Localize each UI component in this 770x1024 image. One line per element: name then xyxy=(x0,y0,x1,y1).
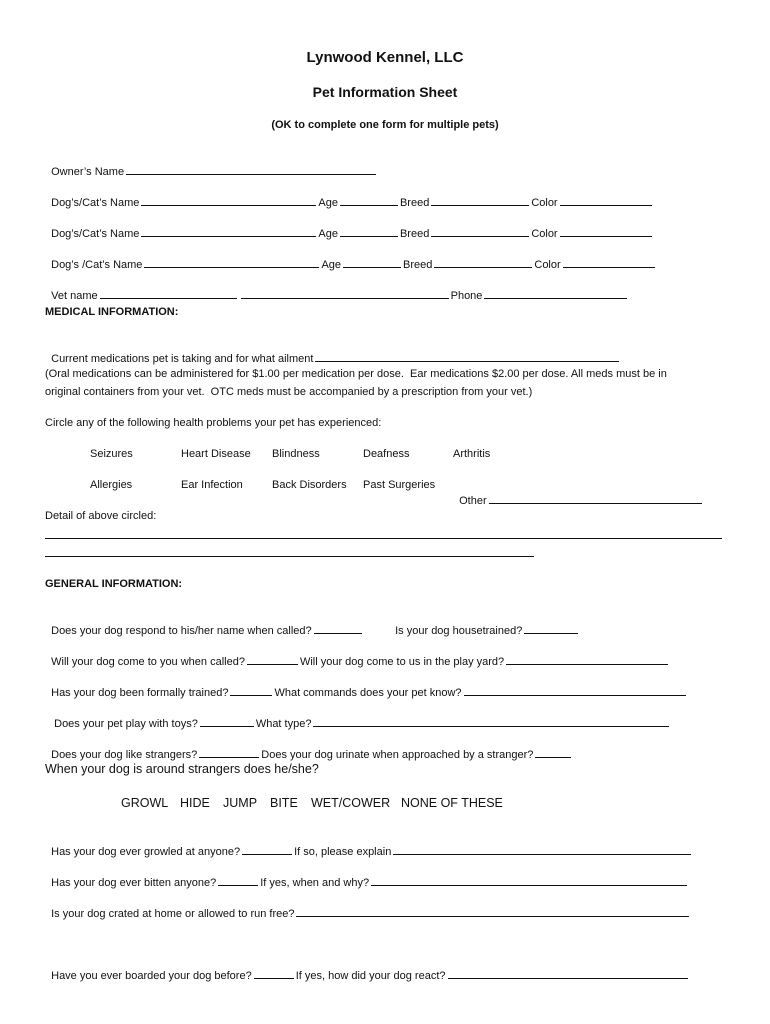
pet-name-label: Dog’s/Cat’s Name xyxy=(51,228,140,240)
pet-breed-blank[interactable] xyxy=(434,256,532,268)
housetrained-field[interactable] xyxy=(389,608,580,638)
behavior-none[interactable]: NONE OF THESE xyxy=(401,796,503,810)
problem-other-blank[interactable] xyxy=(489,492,702,504)
react-label: If yes, how did your dog react? xyxy=(295,970,446,982)
toy-type-label: What type? xyxy=(255,718,312,730)
respond-name-blank[interactable] xyxy=(314,622,362,634)
growled-blank[interactable] xyxy=(242,843,292,855)
pet-breed-blank[interactable] xyxy=(431,194,529,206)
commands-label: What commands does your pet know? xyxy=(274,687,462,699)
toys-field[interactable] xyxy=(48,701,671,731)
med-note-line-2: original containers from your vet. OTC meds must be accompanied by a prescription from your vet.) xyxy=(45,386,533,398)
when-why-label: If yes, when and why? xyxy=(260,877,370,889)
problem-seizures[interactable]: Seizures xyxy=(90,448,133,460)
explain-label: If so, please explain xyxy=(294,846,392,858)
react-blank[interactable] xyxy=(448,967,688,979)
problem-other-field[interactable] xyxy=(453,478,704,508)
respond-name-label: Does your dog respond to his/her name when called? xyxy=(51,625,312,637)
bitten-label: Has your dog ever bitten anyone? xyxy=(51,877,217,889)
boarded-field[interactable] xyxy=(45,953,690,983)
when-why-blank[interactable] xyxy=(371,874,687,886)
commands-blank[interactable] xyxy=(464,684,686,696)
company-name: Lynwood Kennel, LLC xyxy=(306,49,464,66)
current-meds-blank[interactable] xyxy=(315,350,619,362)
come-when-called-field[interactable] xyxy=(45,639,670,669)
problem-blindness[interactable]: Blindness xyxy=(272,448,320,460)
problem-other-label: Other xyxy=(459,495,487,507)
pet-color-label: Color xyxy=(534,259,561,271)
current-meds-field[interactable] xyxy=(45,336,621,366)
general-heading: GENERAL INFORMATION: xyxy=(45,578,183,590)
strangers-label: Does your dog like strangers? xyxy=(51,749,198,761)
come-when-called-label: Will your dog come to you when called? xyxy=(51,656,245,668)
crated-label: Is your dog crated at home or allowed to run free? xyxy=(51,908,295,920)
pet-age-label: Age xyxy=(321,259,342,271)
growled-field[interactable] xyxy=(45,829,693,859)
pet-row-2[interactable] xyxy=(45,211,654,241)
vet-name-label: Vet name xyxy=(51,290,98,302)
toy-type-blank[interactable] xyxy=(313,715,669,727)
pet-breed-blank[interactable] xyxy=(431,225,529,237)
page-title: Pet Information Sheet xyxy=(312,84,458,100)
pet-age-blank[interactable] xyxy=(343,256,401,268)
toys-blank[interactable] xyxy=(200,715,254,727)
urinate-blank[interactable] xyxy=(535,746,571,758)
pet-color-blank[interactable] xyxy=(563,256,655,268)
detail-line-1[interactable] xyxy=(45,538,722,539)
come-when-called-blank[interactable] xyxy=(247,653,298,665)
pet-name-label: Dog’s /Cat’s Name xyxy=(51,259,143,271)
problem-heart-disease[interactable]: Heart Disease xyxy=(181,448,251,460)
housetrained-label: Is your dog housetrained? xyxy=(395,625,523,637)
pet-name-label: Dog’s/Cat’s Name xyxy=(51,197,140,209)
strangers-blank[interactable] xyxy=(199,746,259,758)
urinate-label: Does your dog urinate when approached by a stranger? xyxy=(261,749,534,761)
pet-color-label: Color xyxy=(531,228,558,240)
growled-label: Has your dog ever growled at anyone? xyxy=(51,846,241,858)
play-yard-blank[interactable] xyxy=(506,653,668,665)
vet-name-blank[interactable] xyxy=(100,287,237,299)
problem-arthritis[interactable]: Arthritis xyxy=(453,448,491,460)
pet-age-blank[interactable] xyxy=(340,225,398,237)
medical-heading: MEDICAL INFORMATION: xyxy=(45,306,179,318)
pet-row-3[interactable] xyxy=(45,242,657,272)
crated-field[interactable] xyxy=(45,891,691,921)
bitten-blank[interactable] xyxy=(218,874,258,886)
vet-name-blank-2[interactable] xyxy=(241,287,449,299)
behavior-wet-cower[interactable]: WET/COWER xyxy=(311,796,391,810)
behavior-bite[interactable]: BITE xyxy=(270,796,298,810)
crated-blank[interactable] xyxy=(296,905,689,917)
behavior-jump[interactable]: JUMP xyxy=(223,796,258,810)
problem-back-disorders[interactable]: Back Disorders xyxy=(272,479,347,491)
detail-line-2[interactable] xyxy=(45,556,534,557)
owner-name-blank[interactable] xyxy=(126,163,376,175)
bitten-field[interactable] xyxy=(45,860,689,890)
problem-allergies[interactable]: Allergies xyxy=(90,479,133,491)
pet-color-blank[interactable] xyxy=(560,225,652,237)
problem-ear-infection[interactable]: Ear Infection xyxy=(181,479,243,491)
detail-label: Detail of above circled: xyxy=(45,510,157,522)
pet-name-blank[interactable] xyxy=(141,225,316,237)
problem-past-surgeries[interactable]: Past Surgeries xyxy=(363,479,436,491)
formally-trained-field[interactable] xyxy=(45,670,688,700)
pet-breed-label: Breed xyxy=(399,228,430,240)
behavior-hide[interactable]: HIDE xyxy=(180,796,210,810)
boarded-blank[interactable] xyxy=(254,967,294,979)
boarded-label: Have you ever boarded your dog before? xyxy=(51,970,252,982)
pet-color-blank[interactable] xyxy=(560,194,652,206)
pet-age-blank[interactable] xyxy=(340,194,398,206)
formally-trained-label: Has your dog been formally trained? xyxy=(51,687,229,699)
vet-phone-blank[interactable] xyxy=(484,287,627,299)
med-note-line-1: (Oral medications can be administered for $1.00 per medication per dose. Ear medications $2.00 per dose. All meds must be in xyxy=(45,368,667,380)
pet-breed-label: Breed xyxy=(399,197,430,209)
owner-name-label: Owner’s Name xyxy=(51,166,125,178)
vet-phone-label: Phone xyxy=(450,290,483,302)
circle-prompt: Circle any of the following health problems your pet has experienced: xyxy=(45,417,382,429)
pet-age-label: Age xyxy=(318,197,338,209)
pet-color-label: Color xyxy=(531,197,558,209)
problem-deafness[interactable]: Deafness xyxy=(363,448,410,460)
pet-age-label: Age xyxy=(318,228,338,240)
explain-blank[interactable] xyxy=(393,843,691,855)
strangers-field[interactable] xyxy=(45,732,573,762)
formally-trained-blank[interactable] xyxy=(230,684,272,696)
pet-breed-label: Breed xyxy=(403,259,433,271)
pet-name-blank[interactable] xyxy=(141,194,316,206)
page-subtitle: (OK to complete one form for multiple pets) xyxy=(271,119,499,131)
respond-name-field[interactable] xyxy=(45,608,364,638)
behavior-growl[interactable]: GROWL xyxy=(121,796,169,810)
around-strangers-prompt: When your dog is around strangers does he/she? xyxy=(45,762,319,776)
play-yard-label: Will your dog come to us in the play yard? xyxy=(299,656,505,668)
pet-row-1[interactable] xyxy=(45,180,654,210)
housetrained-blank[interactable] xyxy=(524,622,578,634)
current-meds-label: Current medications pet is taking and for what ailment xyxy=(51,353,314,365)
toys-label: Does your pet play with toys? xyxy=(54,718,198,730)
pet-name-blank[interactable] xyxy=(144,256,319,268)
owner-name-field[interactable] xyxy=(45,149,378,179)
vet-row[interactable] xyxy=(45,273,629,303)
